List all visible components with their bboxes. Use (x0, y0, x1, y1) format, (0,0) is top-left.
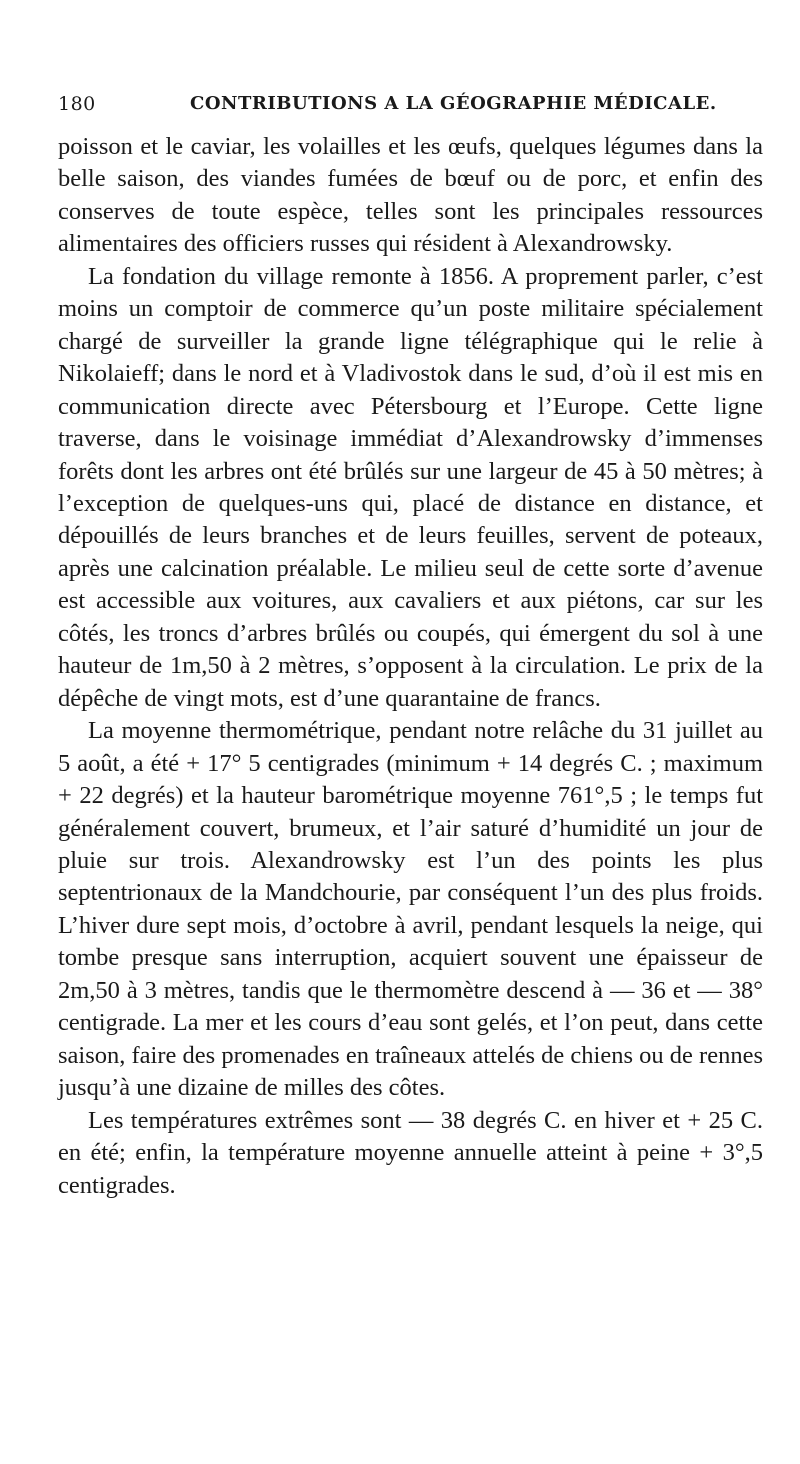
paragraph-village-foundation: La fondation du village remonte à 1856. A proprement parler, c’est moins un comptoir de commerce qu’un poste militaire spécialement chargé de surveiller la grande ligne télégraphique qui le relie à Nikolaieff; dans le nord et à Vladivostok dans le sud, d’où il est mis en communication directe avec Pétersbourg et l’Europe. Cette ligne traverse, dans le voisinage immédiat d’Alexandrowsky d’immenses forêts dont les arbres ont été brûlés sur une largeur de 45 à 50 mètres; à l’exception de quelques-uns qui, placé de distance en distance, et dépouillés de leurs branches et de leurs feuilles, servent de poteaux, après une calcination préalable. Le milieu seul de cette sorte d’avenue est accessible aux voitures, aux cavaliers et aux piétons, car sur les côtés, les troncs d’arbres brûlés ou coupés, qui émergent du sol à une hauteur de 1m,50 à 2 mètres, s’opposent à la circulation. Le prix de la dépêche de vingt mots, est d’une quarantaine de francs. (58, 262, 763, 712)
body-text (58, 131, 763, 1202)
page-number: 180 (58, 93, 96, 115)
paragraph-continued: poisson et le caviar, les volailles et les œufs, quelques légumes dans la belle saison, des viandes fumées de bœuf ou de porc, et enfin des conserves de toute espèce, telles sont les principales ressources alimentaires des officiers russes qui résident à Alexandrowsky. (58, 133, 763, 258)
page-header (58, 93, 763, 123)
paragraph-extreme-temperatures: Les températures extrêmes sont — 38 degrés C. en hiver et + 25 C. en été; enfin, la température moyenne annuelle atteint à peine + 3°,5 centigrades. (58, 1106, 763, 1199)
running-title: CONTRIBUTIONS A LA GÉOGRAPHIE MÉDICALE. (190, 93, 717, 114)
paragraph-thermometric-average: La moyenne thermométrique, pendant notre relâche du 31 juillet au 5 août, a été + 17° 5 centigrades (minimum + 14 degrés C. ; maximum + 22 degrés) et la hauteur barométrique moyenne 761°,5 ; le temps fut généralement couvert, brumeux, et l’air saturé d’humidité un jour de pluie sur trois. Alexandrowsky est l’un des points les plus septentrionaux de la Mandchourie, par conséquent l’un des plus froids. L’hiver dure sept mois, d’octobre à avril, pendant lesquels la neige, qui tombe presque sans interruption, acquiert souvent une épaisseur de 2m,50 à 3 mètres, tandis que le thermomètre descend à — 36 et — 38° centigrade. La mer et les cours d’eau sont gelés, et l’on peut, dans cette saison, faire des promenades en traîneaux attelés de chiens ou de rennes jusqu’à une dizaine de milles des côtes. (58, 717, 763, 1102)
